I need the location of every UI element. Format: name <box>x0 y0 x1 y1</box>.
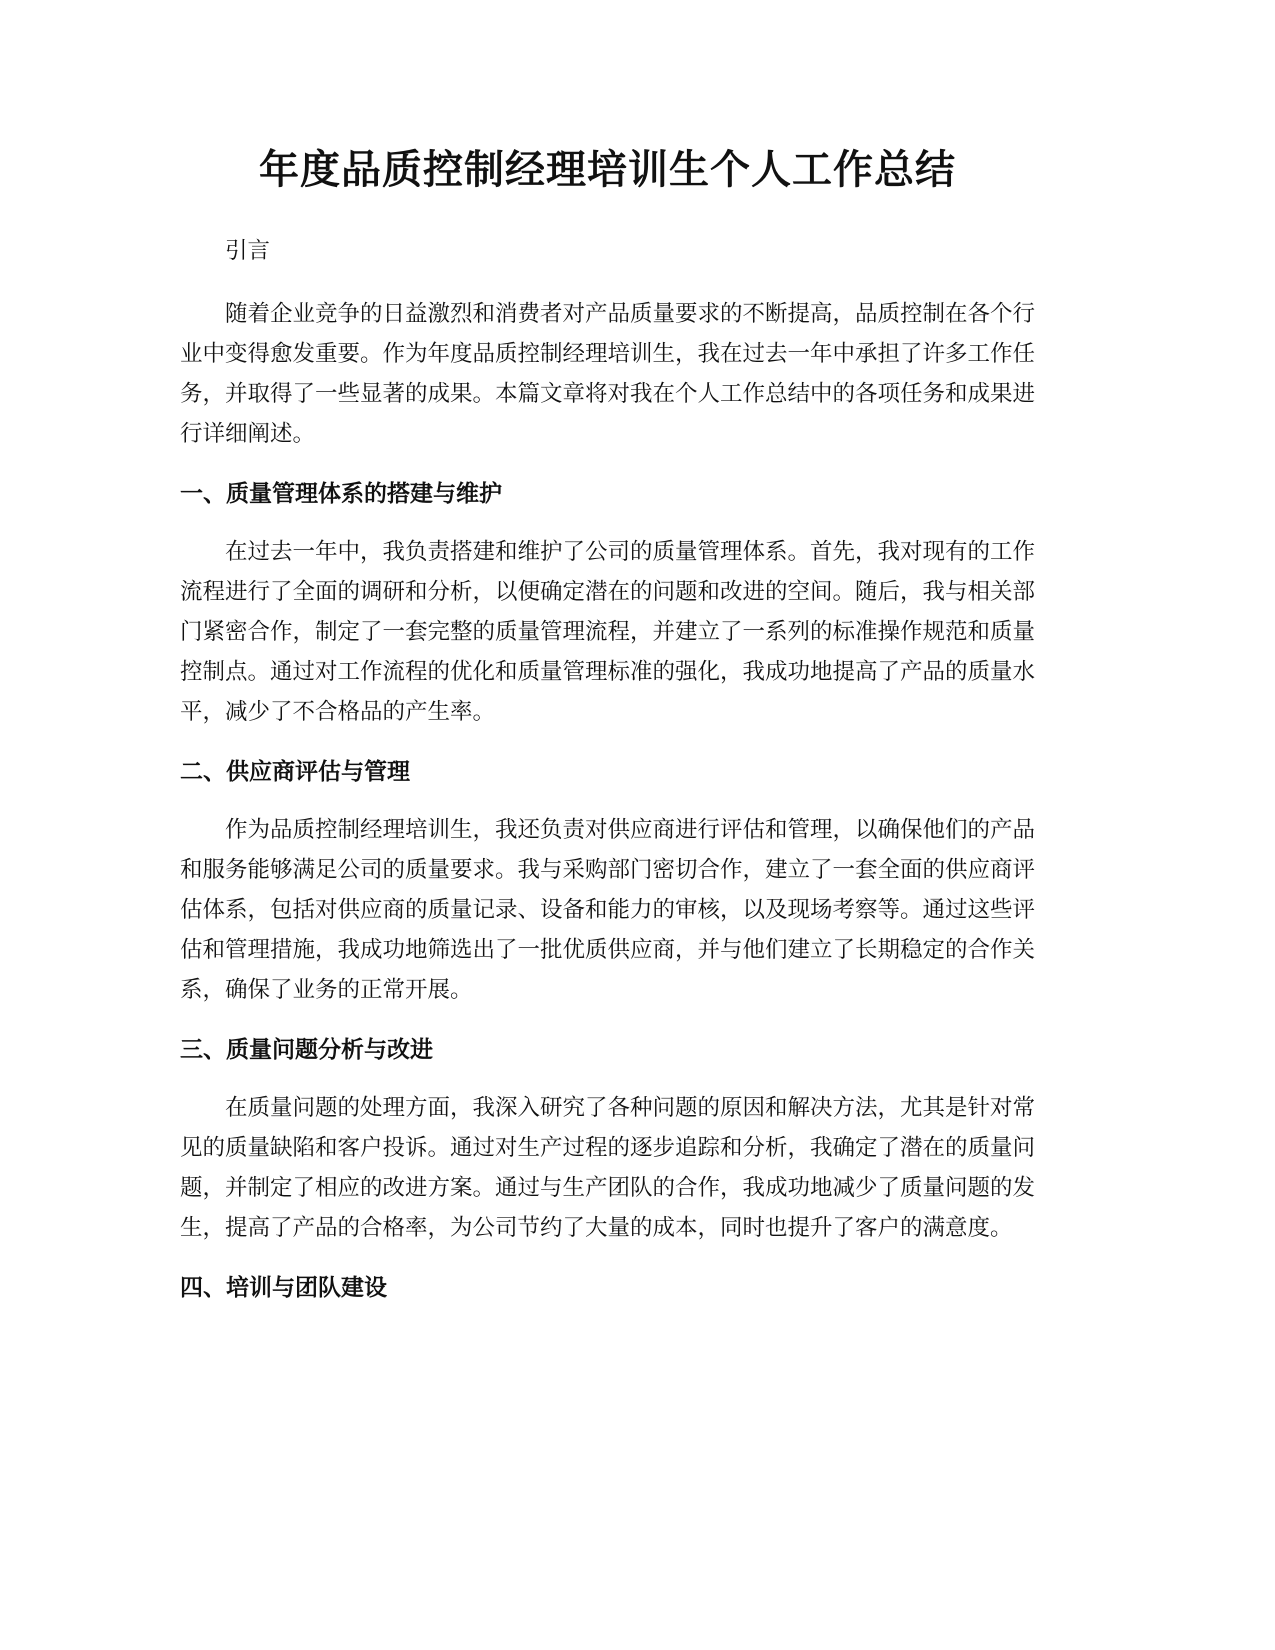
document-body <box>180 228 1035 1326</box>
section-heading-3: 三、质量问题分析与改进 <box>180 1037 433 1063</box>
intro-label: 引言 <box>225 238 271 264</box>
section-heading-1: 一、质量管理体系的搭建与维护 <box>180 481 502 507</box>
intro-paragraph: 随着企业竞争的日益激烈和消费者对产品质量要求的不断提高，品质控制在各个行业中变得愈发重要。作为年度品质控制经理培训生，我在过去一年中承担了许多工作任务，并取得了一些显著的成果。本篇文章将对我在个人工作总结中的各项任务和成果进行详细阐述。 <box>180 301 1036 447</box>
section-paragraph-2: 作为品质控制经理培训生，我还负责对供应商进行评估和管理，以确保他们的产品和服务能够满足公司的质量要求。我与采购部门密切合作，建立了一套全面的供应商评估体系，包括对供应商的质量记录、设备和能力的审核，以及现场考察等。通过这些评估和管理措施，我成功地筛选出了一批优质供应商，并与他们建立了长期稳定的合作关系，确保了业务的正常开展。 <box>180 817 1036 1003</box>
section-heading-4: 四、培训与团队建设 <box>180 1275 387 1301</box>
section-heading-2: 二、供应商评估与管理 <box>180 759 410 785</box>
section-paragraph-1: 在过去一年中，我负责搭建和维护了公司的质量管理体系。首先，我对现有的工作流程进行了全面的调研和分析，以便确定潜在的问题和改进的空间。随后，我与相关部门紧密合作，制定了一套完整的质量管理流程，并建立了一系列的标准操作规范和质量控制点。通过对工作流程的优化和质量管理标准的强化，我成功地提高了产品的质量水平，减少了不合格品的产生率。 <box>180 539 1036 725</box>
section-paragraph-3: 在质量问题的处理方面，我深入研究了各种问题的原因和解决方法，尤其是针对常见的质量缺陷和客户投诉。通过对生产过程的逐步追踪和分析，我确定了潜在的质量问题，并制定了相应的改进方案。通过与生产团队的合作，我成功地减少了质量问题的发生，提高了产品的合格率，为公司节约了大量的成本，同时也提升了客户的满意度。 <box>180 1095 1036 1241</box>
document-title: 年度品质控制经理培训生个人工作总结 <box>259 147 956 193</box>
